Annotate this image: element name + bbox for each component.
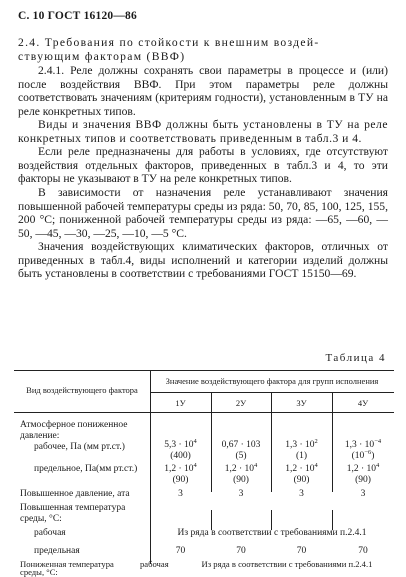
work-paren-3u: (1) [295,451,308,461]
ht-work-span: Из ряда в соответствии с требованиями п.2.4.1 [177,528,367,538]
table-caption: Таблица 4 [325,352,386,364]
limit-paren-3u: (90) [293,475,310,485]
limit-paren-4u: (90) [355,475,371,485]
work-paren-1u: (400) [170,451,191,461]
paragraph-vvf-types: Виды и значения ВВФ должны быть установлены в ТУ на реле конкретных типов и соответствовать приведенным в табл.3 и 4. [18,118,388,145]
limit-val-4u: $1,2 \cdot 10^4$ [346,462,380,474]
work-val-2u: 0,67 · 103 [221,440,261,450]
lt-work-span: Из ряда в соответствии с требованиями п.2.4.1 [201,559,373,569]
work-val-3u: $1,3 \cdot 10^2$ [285,438,318,450]
work-paren-4u: $(10^{-6})$ [351,449,375,461]
work-val-1u: $5,3 \cdot 10^4$ [164,438,197,450]
table-vline-4b [332,510,333,530]
page-header: С. 10 ГОСТ 16120—86 [18,10,137,22]
section-heading-line2: ствующим факторам (ВВФ) [18,50,186,63]
row-lt-title-2: среды, °С: [20,567,58,577]
table-vline-3b [271,510,272,530]
limit-val-1u: $1,2 \cdot 10^4$ [164,462,197,474]
section-heading-line1: 2.4. Требования по стойкости к внешним воздей- [18,36,320,49]
group-2u: 2У [235,398,247,408]
paragraph-temperature: В зависимости от назначения реле устанавливают значения повышенной рабочей температуры среды из ряда: 50, 70, 85, 100, 125, 155, 200 °С; пониженной рабочей температуры среды из ряда: —65, —60, —50, —45, —30, —25, —10, —5 °С. [18,186,388,240]
ht-limit-4u: 70 [358,546,368,556]
limit-val-2u: $1,2 \cdot 10^4$ [224,462,258,474]
col-header-factor: Вид воздействующего фактора [26,385,138,395]
paragraph-absent-factors: Если реле предназначены для работы в условиях, где отсутствуют воздействия отдельных факторов, приведенных в табл.3 и 4, то эти факторы не указывают в ТУ на реле конкретных типов. [18,145,388,186]
work-paren-2u: (5) [235,451,247,461]
high-val-3u: 3 [299,489,304,499]
limit-paren-2u: (90) [233,475,249,485]
row-ht-title-2: среды, °С: [20,514,62,524]
table-top-rule [14,370,394,371]
high-val-2u: 3 [238,489,244,499]
table-header-rule [14,412,394,413]
row-high-pressure-label: Повышенное давление, ата [20,489,130,499]
table-group-rule [150,392,394,393]
group-1u: 1У [175,398,186,408]
ht-limit-2u: 70 [236,546,246,556]
paragraph-2-4-1: 2.4.1. Реле должны сохранять свои параметры в процессе и (или) после воздействия ВВФ. При этом параметры реле должны соответствовать значениям (критериям годности), установленным в ТУ на реле конкретных типов. [18,64,388,118]
limit-val-3u: $1,2 \cdot 10^4$ [285,462,318,474]
work-val-4u: $1,3 \cdot 10^{-4}$ [344,438,382,450]
paragraph-climatic: Значения воздействующих климатических факторов, отличных от приведенных в табл.4, виды исполнений и категории изделий должны быть установлены в соответствии с требованиями ГОСТ 15150—69. [18,240,388,281]
row-work-label: рабочее, Па (мм рт.ст.) [34,442,125,452]
high-val-1u: 3 [178,489,183,499]
row-atm-title-1: Атмосферное пониженное [20,420,128,430]
row-lt-title-1: Пониженная температура [20,559,114,569]
high-val-4u: 3 [360,489,366,499]
ht-limit-3u: 70 [296,546,307,556]
table-vline-2b [211,510,212,530]
group-3u: 3У [296,398,307,408]
row-lt-work-label: рабочая [140,559,169,569]
ht-limit-1u: 70 [175,546,186,556]
row-ht-work-label: рабочая [34,528,66,538]
row-atm-title-2: давление: [20,431,60,441]
group-4u: 4У [357,398,369,408]
col-header-group: Значение воздействующего фактора для групп исполнения [165,376,379,386]
row-limit-label: предельное, Па(мм рт.ст.) [34,464,138,474]
row-ht-title-1: Повышенная температура [20,503,126,513]
row-ht-limit-label: предельная [34,546,80,556]
limit-paren-1u: (90) [172,475,189,485]
